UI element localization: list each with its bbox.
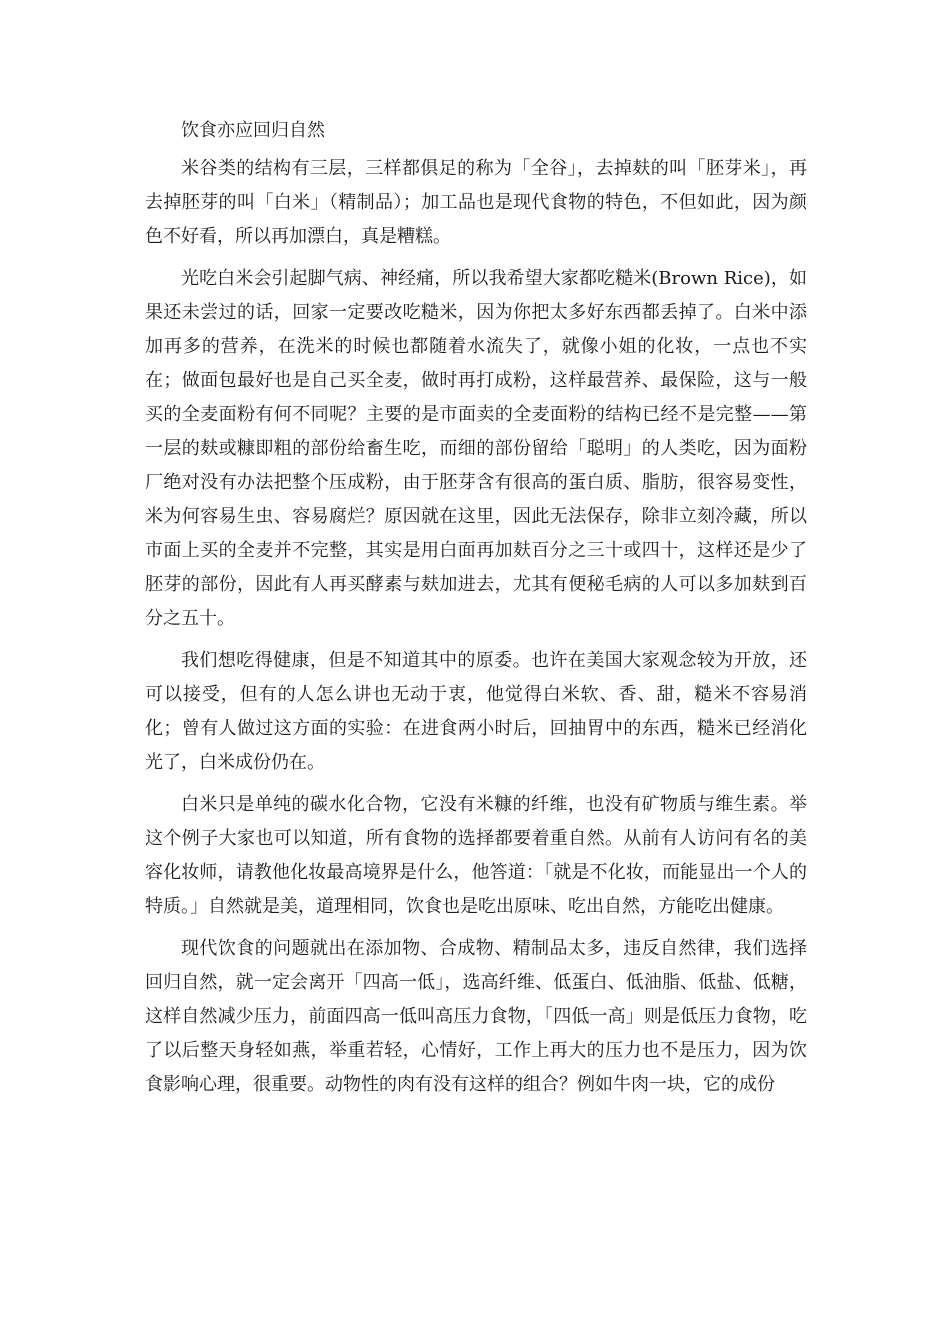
- paragraph-brown-rice: 光吃白米会引起脚气病、神经痛，所以我希望大家都吃糙米(Brown Rice)，如果还未尝过的话，回家一定要改吃糙米，因为你把太多好东西都丢掉了。白米中添加再多的营养，在洗米的时候也都随着水流失了，就像小姐的化妆，一点也不实在；做面包最好也是自己买全麦，做时再打成粉，这样最营养、最保险，这与一般买的全麦面粉有何不同呢？主要的是市面卖的全麦面粉的结构已经不是完整——第一层的麸或糠即粗的部份给畜生吃，而细的部份留给「聪明」的人类吃，因为面粉厂绝对没有办法把整个压成粉，由于胚芽含有很高的蛋白质、脂肪，很容易变性，米为何容易生虫、容易腐烂？原因就在这里，因此无法保存，除非立刻冷藏，所以市面上买的全麦并不完整，其实是用白面再加麸百分之三十或四十，这样还是少了胚芽的部份，因此有人再买酵素与麸加进去，尤其有便秘毛病的人可以多加麸到百分之五十。: [145, 268, 807, 629]
- paragraph-digestion: 我们想吃得健康，但是不知道其中的原委。也许在美国大家观念较为开放，还可以接受，但有的人怎么讲也无动于衷，他觉得白米软、香、甜，糙米不容易消化；曾有人做过这方面的实验：在进食两小时后，回抽胃中的东西，糙米已经消化光了，白米成份仍在。: [145, 650, 807, 773]
- paragraph-modern-diet: 现代饮食的问题就出在添加物、合成物、精制品太多，违反自然律，我们选择回归自然，就一定会离开「四高一低」，选高纤维、低蛋白、低油脂、低盐、低糖，这样自然减少压力，前面四高一低叫高压力食物，「四低一高」则是低压力食物，吃了以后整天身轻如燕，举重若轻，心情好，工作上再大的压力也不是压力，因为饮食影响心理，很重要。动物性的肉有没有这样的组合？例如牛肉一块，它的成份: [145, 938, 807, 1095]
- paragraph-whole-grain: 米谷类的结构有三层，三样都俱足的称为「全谷」，去掉麸的叫「胚芽米」，再去掉胚芽的叫「白米」（精制品）；加工品也是现代食物的特色，不但如此，因为颜色不好看，所以再加漂白，真是糟糕。: [145, 158, 807, 247]
- document-title: 饮食亦应回归自然: [181, 120, 325, 141]
- paragraph-natural: 白米只是单纯的碳水化合物，它没有米糠的纤维，也没有矿物质与维生素。举这个例子大家也可以知道，所有食物的选择都要着重自然。从前有人访问有名的美容化妆师，请教他化妆最高境界是什么，他答道：「就是不化妆，而能显出一个人的特质。」自然就是美，道理相同，饮食也是吃出原味、吃出自然，方能吃出健康。: [145, 794, 807, 917]
- document-body: [145, 114, 807, 1110]
